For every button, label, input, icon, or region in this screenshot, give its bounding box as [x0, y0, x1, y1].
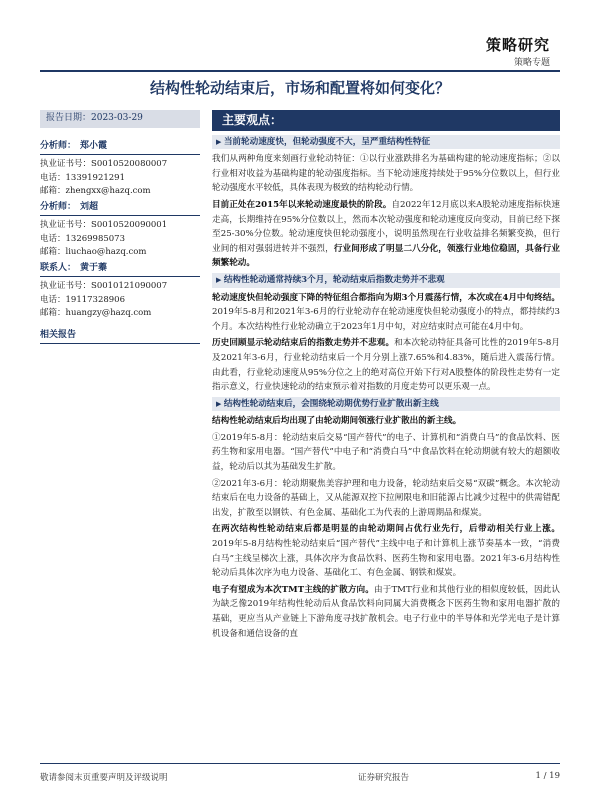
key-points-banner: 主要观点： — [212, 110, 560, 131]
report-date: 报告日期：2023-03-29 — [40, 110, 200, 128]
paragraph-4-lead: 历史回顾显示轮动结束后的指数走势并不悲观。 — [212, 338, 395, 349]
related-reports-heading: 相关报告 — [40, 329, 200, 345]
report-main-title: 结构性轮动结束后，市场和配置将如何变化？ — [149, 79, 450, 97]
paragraph-3-lead: 轮动速度快但轮动强度下降的特征组合都指向为期3个月震荡行情，本次或在4月中旬终结。 — [212, 292, 560, 303]
paragraph-9-lead: 电子有望成为本次TMT主线的扩散方向。 — [212, 584, 374, 595]
analyst1-cert: 执业证书号：S0010520080007 — [40, 159, 168, 169]
contact-email[interactable]: 邮箱：huangzy@hazq.com — [40, 308, 152, 318]
analyst1-email[interactable]: 邮箱：zhengxx@hazq.com — [40, 186, 151, 196]
contact-phone: 电话：19117328906 — [40, 294, 125, 305]
paragraph-5-lead: 结构性轮动结束后均出现了由轮动期间领涨行业扩散出的新主线。 — [212, 416, 462, 427]
sidebar — [40, 110, 200, 347]
footer-page-number: 1 / 19 — [535, 771, 560, 781]
report-header-title: 策略研究 — [485, 36, 550, 54]
analyst2-cert: 执业证书号：S0010520090001 — [40, 220, 168, 230]
paragraph-8 — [212, 522, 560, 580]
bullet-heading-2: ▶ 结构性轮动通常持续3个月，轮动结束后指数走势并不悲观 — [212, 273, 560, 288]
main-content — [212, 110, 560, 643]
contact-role: 联系人： — [40, 262, 77, 273]
footer-report-type: 证券研究报告 — [358, 773, 410, 783]
paragraph-2-emphasis: 行业间形成了明显二八分化，领涨行业地位稳固，具备行业频繁轮动。 — [212, 243, 560, 269]
paragraph-5 — [212, 414, 560, 429]
bullet-heading-1: ▶ 当前轮动速度快，但轮动强度不大，呈严重结构性特征 — [212, 135, 560, 150]
paragraph-9-body: 由于TMT行业和其他行业的相似度较低，因此认为缺乏像2019年结构性轮动后从食品饮料向同属大消费概念下医药生物和家用电器扩散的基础，更应当从产业链上下游角度寻找扩散机会。电子行业中的半导体和光学光电子是计算机设备和通信设备的直 — [212, 584, 560, 639]
analyst2-name: 刘超 — [80, 201, 99, 212]
footer-disclaimer: 敬请参阅末页重要声明及评级说明 — [40, 773, 168, 783]
analyst1-heading — [40, 140, 200, 156]
paragraph-4-body: 和本次轮动特征具备可比性的2019年5-8月及2021年3-6月，行业轮动结束后一个月分别上涨7.65%和4.83%，随后进入震荡行情。由此看，行业轮动速度从95%分位之上的绝对高位开始下行对A股整体的阶段性走势有一定指示意义，行业快速轮动的结束预示着对指数的月度走势可以更乐观一点。 — [212, 338, 560, 393]
analyst1-name: 郑小霞 — [80, 140, 108, 151]
analyst1-role: 分析师： — [40, 140, 77, 151]
paragraph-9 — [212, 583, 560, 641]
paragraph-4 — [212, 336, 560, 394]
paragraph-2 — [212, 198, 560, 271]
analyst1-phone: 电话：13391921291 — [40, 172, 125, 183]
paragraph-8-body: 2019年5-8月结构性轮动结束后“国产替代”主线中电子和计算机上涨节奏基本一致，“消费白马”主线呈梯次上涨，具体次序为食品饮料、医药生物和家用电器。2021年3-6月结构性轮动后具体次序为电力设备、基础化工、有色金属、钢铁和煤炭。 — [212, 539, 560, 579]
footer-rule — [40, 763, 560, 764]
analyst2-email[interactable]: 邮箱：liuchao@hazq.com — [40, 247, 147, 257]
paragraph-2-lead: 目前正处在2015年以来轮动速度最快的阶段。 — [212, 199, 392, 210]
paragraph-3 — [212, 291, 560, 335]
paragraph-6: ①2019年5-8月：轮动结束后交易“国产替代”的电子、计算机和“消费白马”的食品饮料、医药生物和家用电器。“国产替代”中电子和“消费白马”中食品饮料在轮动期就有较大的超额收益，轮动后以其为基础发生扩散。 — [212, 432, 560, 473]
paragraph-1: 我们从两种角度来刻画行业轮动特征：①以行业涨跌排名为基础构建的轮动速度指标；②以行业相对收益为基础构建的轮动强度指标。当下轮动速度持续处于95%分位数以上，但行业轮动强度水平较低，具体表现为极致的结构轮动行情。 — [212, 154, 560, 194]
analyst2-phone: 电话：13269985073 — [40, 233, 125, 244]
analyst2-heading — [40, 201, 200, 217]
bullet-heading-3: ▶ 结构性轮动结束后，会围绕轮动期优势行业扩散出新主线 — [212, 397, 560, 412]
paragraph-2-body: 自2022年12月底以来A股轮动速度指标快速走高，长期维持在95%分位数以上，然而本次轮动强度和轮动速度反向变动，目前已经下探至25-30%分位数。轮动速度快但轮动强度小，说明虽然现在行业收益排名频繁变换，但行业间的相对强弱进转并不强烈， — [212, 199, 561, 254]
contact-heading — [40, 262, 200, 278]
contact-name: 黄于蓁 — [80, 262, 108, 273]
paragraph-8-lead: 在两次结构性轮动结束后都是明显的由轮动期间占优行业先行，后带动相关行业上涨。 — [212, 524, 560, 535]
report-header-subtitle: 策略专题 — [513, 58, 550, 68]
analyst2-role: 分析师： — [40, 201, 77, 212]
header-rule — [40, 70, 560, 72]
contact-cert: 执业证书号：S0010121090007 — [40, 281, 168, 291]
paragraph-7: ②2021年3-6月：轮动期聚焦美容护理和电力设备，轮动结束后交易“双碳”概念。本次轮动结束后在电力设备的基础上，又从能源双控下拉闸限电和旧能源占比减少过程中的供需错配出发，扩散至以钢铁、有色金属、基础化工为代表的上游周期品和煤炭。 — [212, 478, 560, 518]
paragraph-3-body: 2019年5-8月和2021年3-6月的行业轮动存在轮动速度快但轮动强度小的特点，都持续约3个月。本次结构性行业轮动确立于2023年1月中旬，对应结束时点可能在4月中旬。 — [212, 307, 560, 332]
